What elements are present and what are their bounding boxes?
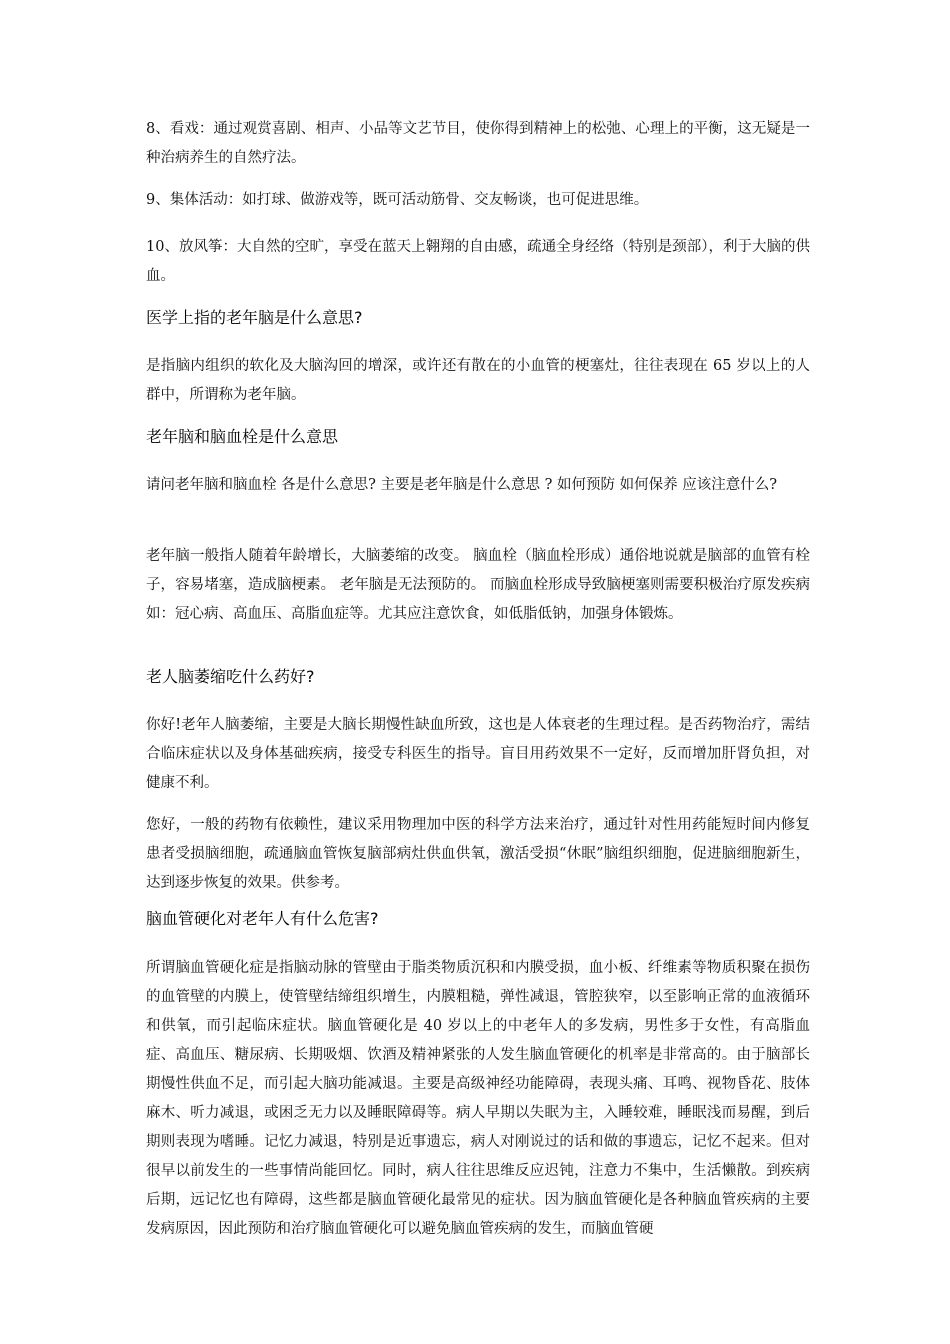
paragraph-thrombosis-answer: 老年脑一般指人随着年龄增长，大脑萎缩的改变。 脑血栓（脑血栓形成）通俗地说就是脑部的血管有栓子，容易堵塞，造成脑梗素。 老年脑是无法预防的。 而脑血栓形成导致脑梗塞则需要积极治疗原发疾病如：冠心病、高血压、高脂血症等。尤其应注意饮食，如低脂低钠，加强身体锻炼。 [146, 548, 810, 622]
paragraph-atrophy-answer-1: 你好!老年人脑萎缩，主要是大脑长期慢性缺血所致，这也是人体衰老的生理过程。是否药物治疗，需结合临床症状以及身体基础疾病，接受专科医生的指导。盲目用药效果不一定好，反而增加肝肾负担，对健康不利。 [146, 717, 810, 791]
section-heading-elderly-brain: 医学上指的老年脑是什么意思? [146, 308, 363, 327]
paragraph-atrophy-answer-2: 您好，一般的药物有依赖性，建议采用物理加中医的科学方法来治疗，通过针对性用药能短时间内修复患者受损脑细胞，疏通脑血管恢复脑部病灶供血供氧，激活受损“休眠”脑组织细胞，促进脑细胞新生，达到逐步恢复的效果。供参考。 [146, 817, 810, 891]
paragraph-elderly-brain-definition: 是指脑内组织的软化及大脑沟回的增深，或许还有散在的小血管的梗塞灶，往往表现在 65 岁以上的人群中，所谓称为老年脑。 [146, 358, 810, 403]
paragraph-thrombosis-question: 请问老年脑和脑血栓 各是什么意思? 主要是老年脑是什么意思 ? 如何预防 如何保养 应该注意什么? [146, 477, 777, 493]
section-heading-cerebral-arteriosclerosis: 脑血管硬化对老年人有什么危害? [146, 909, 379, 928]
list-item-10: 10、放风筝：大自然的空旷，享受在蓝天上翱翔的自由感，疏通全身经络（特别是颈部），利于大脑的供血。 [146, 239, 810, 284]
paragraph-arteriosclerosis-description: 所谓脑血管硬化症是指脑动脉的管壁由于脂类物质沉积和内膜受损，血小板、纤维素等物质积聚在损伤的血管壁的内膜上，使管壁结缔组织增生，内膜粗糙，弹性减退，管腔狭窄，以至影响正常的血液循环和供氧，而引起临床症状。脑血管硬化是 40 岁以上的中老年人的多发病，男性多于女性，有高脂血症、高血压、糖尿病、长期吸烟、饮酒及精神紧张的人发生脑血管硬化的机率是非常高的。由于脑部长期慢性供血不足，而引起大脑功能减退。主要是高级神经功能障碍，表现头痛、耳鸣、视物昏花、肢体麻木、听力减退，或困乏无力以及睡眠障碍等。病人早期以失眠为主，入睡较难，睡眠浅而易醒，到后期则表现为嗜睡。记忆力减退，特别是近事遗忘，病人对刚说过的话和做的事遗忘，记忆不起来。但对很早以前发生的一些事情尚能回忆。同时，病人往往思维反应迟钝，注意力不集中，生活懒散。到疾病后期，远记忆也有障碍，这些都是脑血管硬化最常见的症状。因为脑血管硬化是各种脑血管疾病的主要发病原因，因此预防和治疗脑血管硬化可以避免脑血管疾病的发生，而脑血管硬 [146, 960, 810, 1237]
list-item-8: 8、看戏：通过观赏喜剧、相声、小品等文艺节目，使你得到精神上的松弛、心理上的平衡，这无疑是一种治病养生的自然疗法。 [146, 121, 810, 166]
section-heading-brain-atrophy-medicine: 老人脑萎缩吃什么药好? [146, 667, 315, 686]
section-heading-brain-thrombosis: 老年脑和脑血栓是什么意思 [146, 427, 339, 446]
list-item-9: 9、集体活动：如打球、做游戏等，既可活动筋骨、交友畅谈，也可促进思维。 [146, 192, 649, 208]
